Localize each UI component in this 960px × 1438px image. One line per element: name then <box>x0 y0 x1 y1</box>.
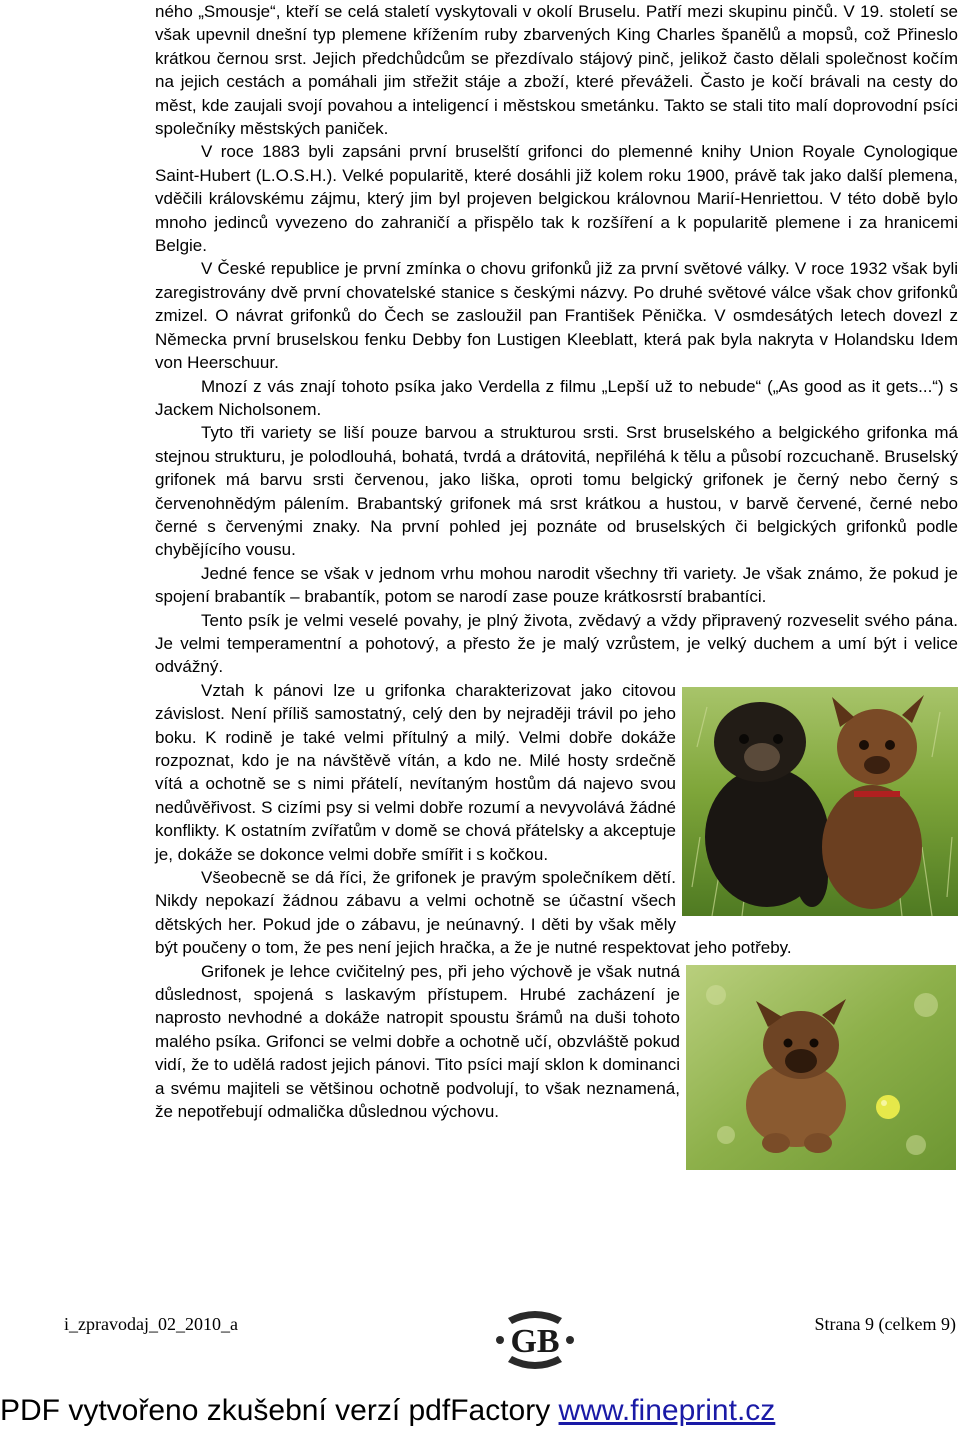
pdf-watermark-banner <box>0 1394 775 1428</box>
paragraph: Vztah k pánovi lze u grifonka charakterizovat jako citovou závislost. Není příliš samostatný, celý den by nejraději trávil po jeho boku. K rodině je také velmi přítulný a milý. Velmi dobře dokáže rozpoznat, kdo je na návštěvě vítán, a kdo ne. Milé hosty srdečně vítá a ochotně se s nimi přátelí, nevítaným hostům dá najevo svou nedůvěřivost. S cizími psy si velmi dobře rozumí a nevyvolává žádné konflikty. K ostatním zvířatům v domě se chová přátelsky a akceptuje je, dokáže se dokonce velmi dobře smířit i s kočkou. <box>155 680 676 864</box>
paragraph: Mnozí z vás znají tohoto psíka jako Verdella z filmu „Lepší už to nebude“ („As good as it gets...“) s Jackem Nicholsonem. <box>155 376 958 419</box>
two-griffons-photo <box>682 687 958 916</box>
page-number: Strana 9 (celkem 9) <box>814 1314 956 1334</box>
paragraph: V roce 1883 byli zapsáni první bruselští grifonci do plemenné knihy Union Royale Cynologique Saint-Hubert (L.O.S.H.). Velké popularitě, které dosáhli již kolem roku 1900, právě tak jako další plemena, vděčili královskému zájmu, který jim byl projeven belgickou královnou Marií-Henriettou. V této době bylo mnoho jedinců vyvezeno do zahraničí a přispělo tak k rozšíření a k popularitě plemene i za hranicemi Belgie. <box>155 142 958 256</box>
paragraph: Všeobecně se dá říci, že grifonek je pravým společníkem dětí. Nikdy nepokazí žádnou zábavu a velmi ochotně se účastní všech dětských her. Pokud jde o zábavu, je neúnavný. I děti by však měly být poučeny o tom, že pes není jejich hračka, a že je nutné respektovat jeho potřeby. <box>155 868 792 958</box>
article-body <box>155 0 958 1170</box>
footer-document-id: i_zpravodaj_02_2010_a <box>64 1314 238 1334</box>
fineprint-link[interactable]: www.fineprint.cz <box>558 1394 776 1427</box>
logo-letters: GB <box>510 1323 560 1360</box>
paragraph: Tyto tři variety se liší pouze barvou a strukturou srsti. Srst bruselského a belgického grifonka má stejnou strukturu, je polodlouhá, bohatá, tvrdá a drátovitá, nepřiléhá k tělu a působí rozcuchaně. Bruselský grifonek má barvu srsti červenou, jako liška, oproti tomu belgický grifonek je černý nebo černý s červenohnědým pálením. Brabantský grifonek má srst krátkou a hustou, v barvě červené, černé nebo černé s červenými znaky. Na první pohled jej poznáte od bruselských či belgických grifonků podle chybějícího vousu. <box>155 423 958 560</box>
paragraph: Tento psík je velmi veselé povahy, je plný života, zvědavý a vždy připravený rozveselit svého pána. Je velmi temperamentní a pohotový, a přesto že je malý vzrůstem, je velký duchem a umí být i velice odvážný. <box>155 610 958 677</box>
club-logo <box>494 1308 576 1372</box>
paragraph: V České republice je první zmínka o chovu grifonků již za první světové války. V roce 1932 však byli zaregistrovány dvě první chovatelské stanice s českými názvy. Po druhé světové válce však chov grifonků zmizel. O návrat grifonků do Čech se zasloužil pan František Pěnička. V osmdesátých letech dovezl z Německa první bruselskou fenku Debby fon Lustigen Kleeblatt, která pak byla nakryta v Holandsku Idem von Heerschuur. <box>155 259 958 373</box>
paragraph: Grifonek je lehce cvičitelný pes, při jeho výchově je však nutná důslednost, spojená s laskavým přístupem. Hrubé zacházení je naprosto nevhodné a dokáže natropit spoustu šrámů na duši tohoto malého psíka. Grifonci se velmi dobře a ochotně učí, obzvláště pokud vidí, že to udělá radost jejich pánovi. Tito psíci mají sklon k dominanci a svému majiteli se většinou ochotně podvolují, to však neznamená, že nepotřebují odmalička důslednou výchovu. <box>155 961 680 1122</box>
paragraph: Jedné fence se však v jednom vrhu mohou narodit všechny tři variety. Je však známo, že pokud je spojení brabantík – brabantík, potom se narodí zase pouze krátkosrstí brabantíci. <box>155 563 958 607</box>
griffon-puppy-photo <box>686 965 956 1170</box>
paragraph: ného „Smousje“, kteří se celá staletí vyskytovali v okolí Bruselu. Patří mezi skupinu pinčů. V 19. století se však upevnil dnešní typ plemene křížením ruby zbarvených King Charles španělů a mopsů, což Přineslo krátkou černou srst. Jejich předchůdcům se přezdívalo stájový pinč, jelikož často dělali společnost kočím na jejich cestách a pomáhali jim střežit stáje a zboží, které převáželi. Často je kočí brávali na cesty do měst, kde zaujali svojí povahou a inteligencí i městskou smetánku. Takto se stali tito malí doprovodní psíci společníky městských paniček. <box>155 2 958 139</box>
banner-text: PDF vytvořeno zkušební verzí pdfFactory <box>0 1394 559 1427</box>
